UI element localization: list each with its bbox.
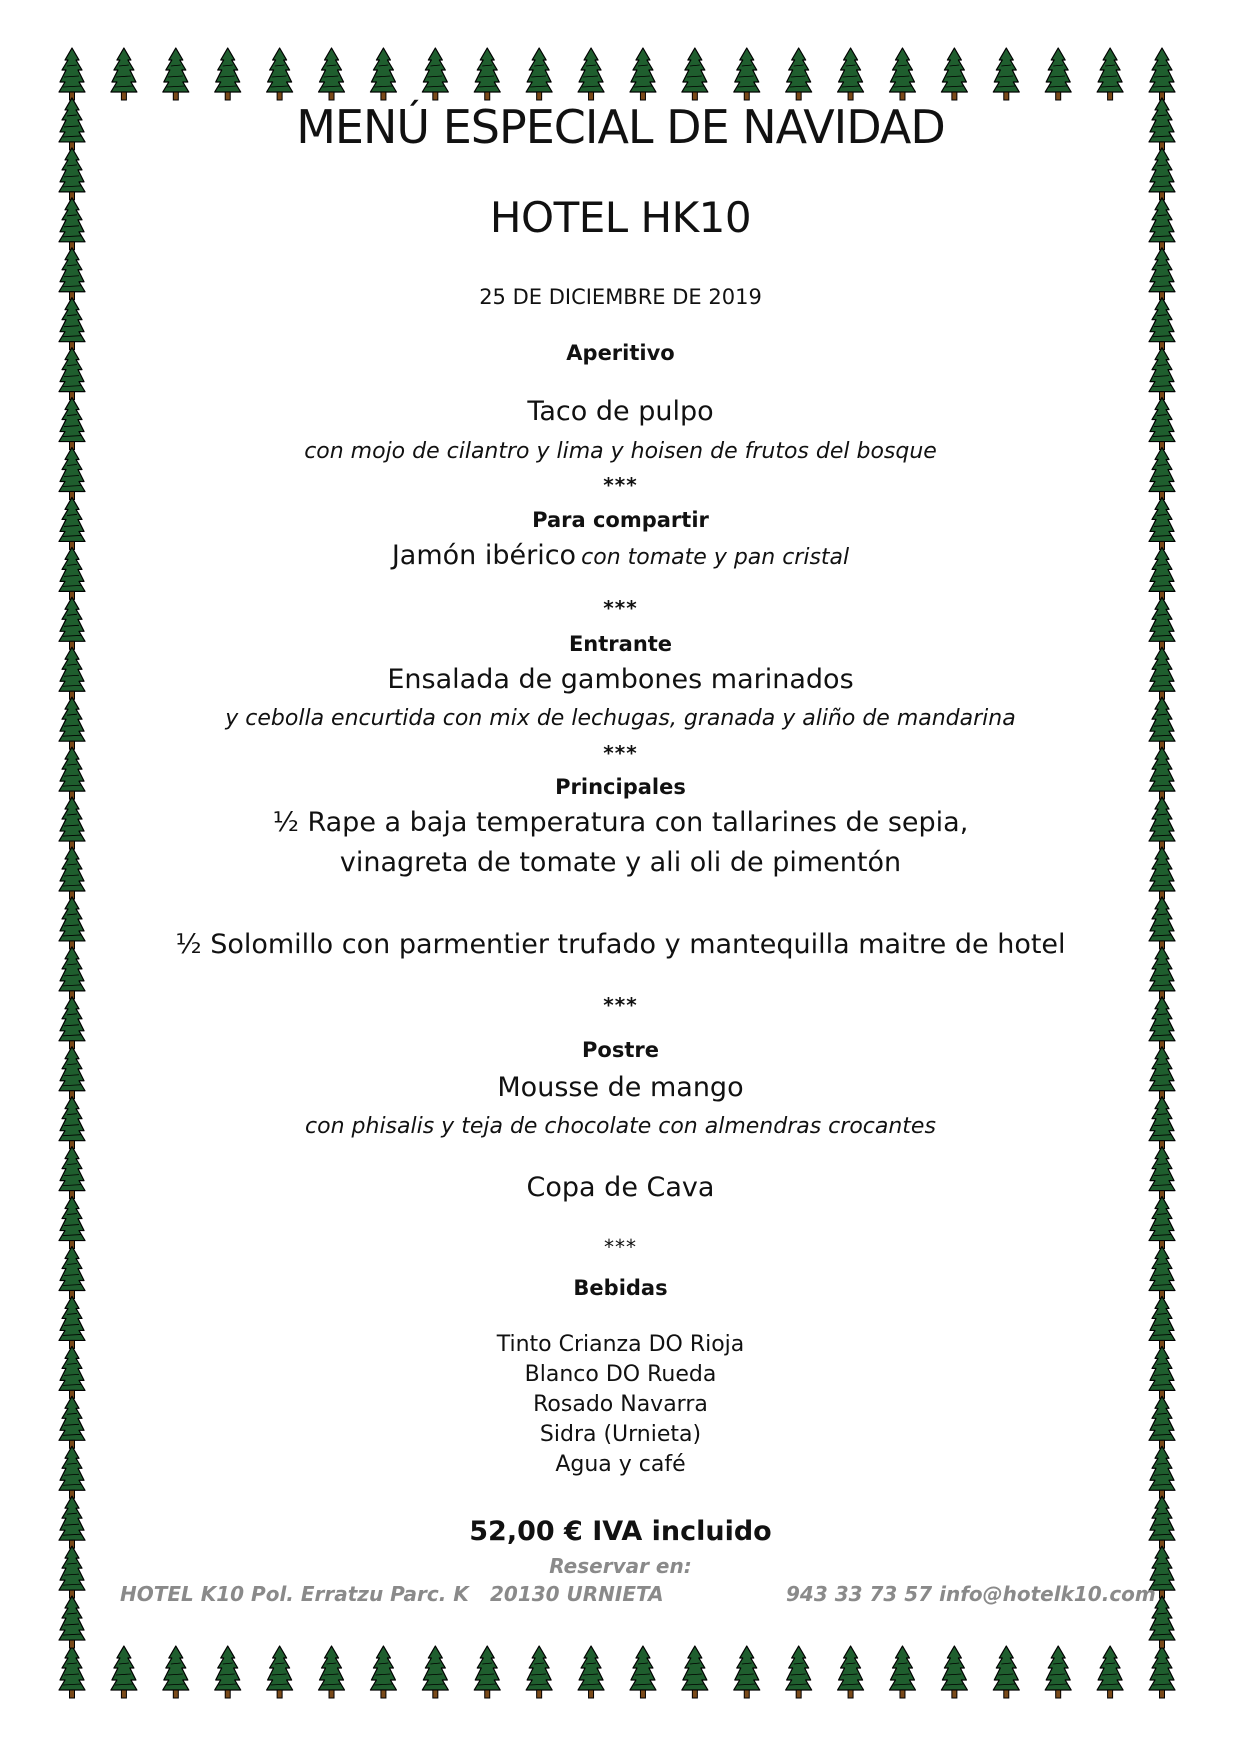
pine-tree-icon — [59, 348, 85, 400]
pine-tree-icon — [1149, 248, 1175, 300]
pine-tree-icon — [59, 997, 85, 1049]
pine-tree-icon — [1149, 597, 1175, 649]
pine-tree-icon — [1149, 847, 1175, 899]
pine-tree-icon — [1149, 797, 1175, 849]
pine-tree-icon — [941, 1646, 967, 1698]
pine-tree-icon — [786, 48, 812, 100]
pine-tree-icon — [1149, 497, 1175, 549]
pine-tree-icon — [889, 1646, 915, 1698]
pine-tree-icon — [215, 48, 241, 100]
pine-tree-icon — [59, 148, 85, 200]
pine-tree-icon — [59, 1247, 85, 1299]
pine-tree-icon — [1149, 997, 1175, 1049]
pine-tree-icon — [1149, 1396, 1175, 1448]
dish-compartir: Jamón ibérico — [391, 540, 577, 571]
pine-tree-icon — [1149, 1097, 1175, 1149]
pine-tree-icon — [59, 1197, 85, 1249]
pine-tree-icon — [319, 48, 345, 100]
hotel-name: HOTEL HK10 — [489, 193, 752, 242]
pine-tree-icon — [59, 448, 85, 500]
pine-tree-icon — [1149, 647, 1175, 699]
pine-tree-icon — [59, 1097, 85, 1149]
pine-tree-icon — [59, 1496, 85, 1548]
section-entrante: Entrante — [568, 632, 673, 656]
footer-address: HOTEL K10 Pol. Erratzu Parc. K — [120, 1582, 469, 1606]
pine-tree-icon — [59, 298, 85, 350]
pine-tree-icon — [59, 398, 85, 450]
pine-tree-icon — [630, 48, 656, 100]
separator: *** — [604, 1235, 637, 1259]
pine-tree-icon — [59, 597, 85, 649]
section-compartir: Para compartir — [532, 508, 709, 532]
pine-tree-icon — [1149, 1147, 1175, 1199]
pine-tree-icon — [59, 48, 85, 100]
pine-tree-icon — [526, 48, 552, 100]
pine-tree-icon — [59, 1147, 85, 1199]
menu-price: 52,00 € IVA incluido — [469, 1516, 772, 1547]
pine-tree-icon — [267, 48, 293, 100]
pine-tree-icon — [59, 847, 85, 899]
section-principales: Principales — [555, 775, 686, 799]
pine-tree-icon — [526, 1646, 552, 1698]
separator: *** — [603, 473, 638, 497]
pine-tree-icon — [59, 697, 85, 749]
pine-tree-icon — [59, 248, 85, 300]
pine-tree-icon — [59, 897, 85, 949]
footer-contact: 943 33 73 57 info@hotelk10.com — [786, 1582, 1156, 1606]
pine-tree-icon — [59, 1596, 85, 1648]
dish-aperitivo: Taco de pulpo — [527, 396, 714, 427]
drink-item: Tinto Crianza DO Rioja — [496, 1332, 745, 1357]
pine-tree-icon — [59, 1047, 85, 1099]
menu-date: 25 DE DICIEMBRE DE 2019 — [479, 285, 762, 309]
pine-tree-icon — [111, 1646, 137, 1698]
pine-tree-icon — [1045, 1646, 1071, 1698]
pine-tree-icon — [370, 1646, 396, 1698]
pine-tree-icon — [59, 1296, 85, 1348]
pine-tree-icon — [1149, 1047, 1175, 1099]
pine-tree-icon — [578, 48, 604, 100]
pine-tree-icon — [59, 1546, 85, 1598]
pine-tree-icon — [838, 1646, 864, 1698]
pine-tree-icon — [59, 747, 85, 799]
pine-tree-icon — [1149, 1646, 1175, 1698]
pine-tree-icon — [59, 98, 85, 150]
drink-item: Blanco DO Rueda — [524, 1362, 717, 1387]
pine-tree-icon — [59, 797, 85, 849]
footer-city: 20130 URNIETA — [490, 1582, 664, 1606]
pine-tree-icon — [889, 48, 915, 100]
pine-tree-icon — [1149, 148, 1175, 200]
pine-tree-icon — [1149, 98, 1175, 150]
pine-tree-icon — [59, 647, 85, 699]
dish-principal-1-line-1: ½ Rape a baja temperatura con tallarines de sepia, — [272, 807, 969, 838]
separator: *** — [603, 596, 638, 620]
pine-tree-icon — [59, 547, 85, 599]
dish-principal-2: ½ Solomillo con parmentier trufado y mantequilla maitre de hotel — [175, 929, 1066, 960]
pine-tree-icon — [215, 1646, 241, 1698]
pine-tree-icon — [786, 1646, 812, 1698]
pine-tree-icon — [1149, 1346, 1175, 1398]
pine-tree-icon — [474, 1646, 500, 1698]
pine-tree-icon — [1149, 1247, 1175, 1299]
pine-tree-icon — [59, 1396, 85, 1448]
pine-tree-icon — [267, 1646, 293, 1698]
pine-tree-icon — [111, 48, 137, 100]
pine-tree-icon — [59, 497, 85, 549]
menu-title: MENÚ ESPECIAL DE NAVIDAD — [296, 100, 945, 154]
pine-tree-icon — [1149, 1446, 1175, 1498]
pine-tree-icon — [1149, 448, 1175, 500]
pine-tree-icon — [474, 48, 500, 100]
pine-tree-icon — [578, 1646, 604, 1698]
pine-tree-icon — [1149, 547, 1175, 599]
pine-tree-icon — [941, 48, 967, 100]
pine-tree-icon — [1149, 897, 1175, 949]
pine-tree-icon — [1149, 348, 1175, 400]
separator: *** — [603, 993, 638, 1017]
pine-tree-icon — [1149, 1496, 1175, 1548]
pine-tree-icon — [163, 1646, 189, 1698]
pine-tree-icon — [1149, 747, 1175, 799]
pine-tree-icon — [1149, 48, 1175, 100]
pine-tree-icon — [59, 947, 85, 999]
pine-tree-icon — [838, 48, 864, 100]
section-aperitivo: Aperitivo — [566, 341, 675, 365]
dish-postre: Mousse de mango — [497, 1072, 744, 1103]
separator: *** — [603, 741, 638, 765]
pine-tree-icon — [734, 48, 760, 100]
pine-tree-icon — [1149, 198, 1175, 250]
pine-tree-icon — [1149, 1197, 1175, 1249]
pine-tree-icon — [59, 1346, 85, 1398]
desc-postre: con phisalis y teja de chocolate con almendras crocantes — [305, 1114, 936, 1139]
desc-entrante: y cebolla encurtida con mix de lechugas, granada y aliño de mandarina — [225, 706, 1016, 731]
pine-tree-icon — [1149, 947, 1175, 999]
pine-tree-icon — [630, 1646, 656, 1698]
pine-tree-icon — [370, 48, 396, 100]
pine-tree-icon — [1097, 1646, 1123, 1698]
drink-item: Sidra (Urnieta) — [539, 1422, 702, 1447]
pine-tree-icon — [59, 198, 85, 250]
pine-tree-icon — [422, 48, 448, 100]
pine-tree-icon — [59, 1446, 85, 1498]
dish-entrante: Ensalada de gambones marinados — [387, 664, 854, 695]
desc-aperitivo: con mojo de cilantro y lima y hoisen de frutos del bosque — [304, 439, 937, 464]
pine-tree-icon — [734, 1646, 760, 1698]
pine-tree-icon — [422, 1646, 448, 1698]
pine-tree-icon — [59, 1646, 85, 1698]
cava: Copa de Cava — [526, 1172, 715, 1203]
drink-item: Agua y café — [555, 1452, 686, 1477]
pine-tree-icon — [1149, 398, 1175, 450]
pine-tree-icon — [163, 48, 189, 100]
pine-tree-icon — [1097, 48, 1123, 100]
dish-compartir-line — [110, 540, 1131, 571]
pine-tree-icon — [1149, 298, 1175, 350]
drink-item: Rosado Navarra — [533, 1392, 708, 1417]
reserve-label: Reservar en: — [549, 1554, 692, 1578]
section-postre: Postre — [582, 1038, 659, 1062]
pine-tree-icon — [1045, 48, 1071, 100]
pine-tree-icon — [1149, 1296, 1175, 1348]
pine-tree-icon — [993, 48, 1019, 100]
pine-tree-icon — [1149, 697, 1175, 749]
pine-tree-icon — [319, 1646, 345, 1698]
section-bebidas: Bebidas — [573, 1276, 668, 1300]
pine-tree-icon — [682, 48, 708, 100]
dish-principal-1-line-2: vinagreta de tomate y ali oli de pimentón — [339, 847, 902, 878]
pine-tree-icon — [993, 1646, 1019, 1698]
pine-tree-icon — [682, 1646, 708, 1698]
desc-compartir: con tomate y pan cristal — [581, 545, 850, 570]
